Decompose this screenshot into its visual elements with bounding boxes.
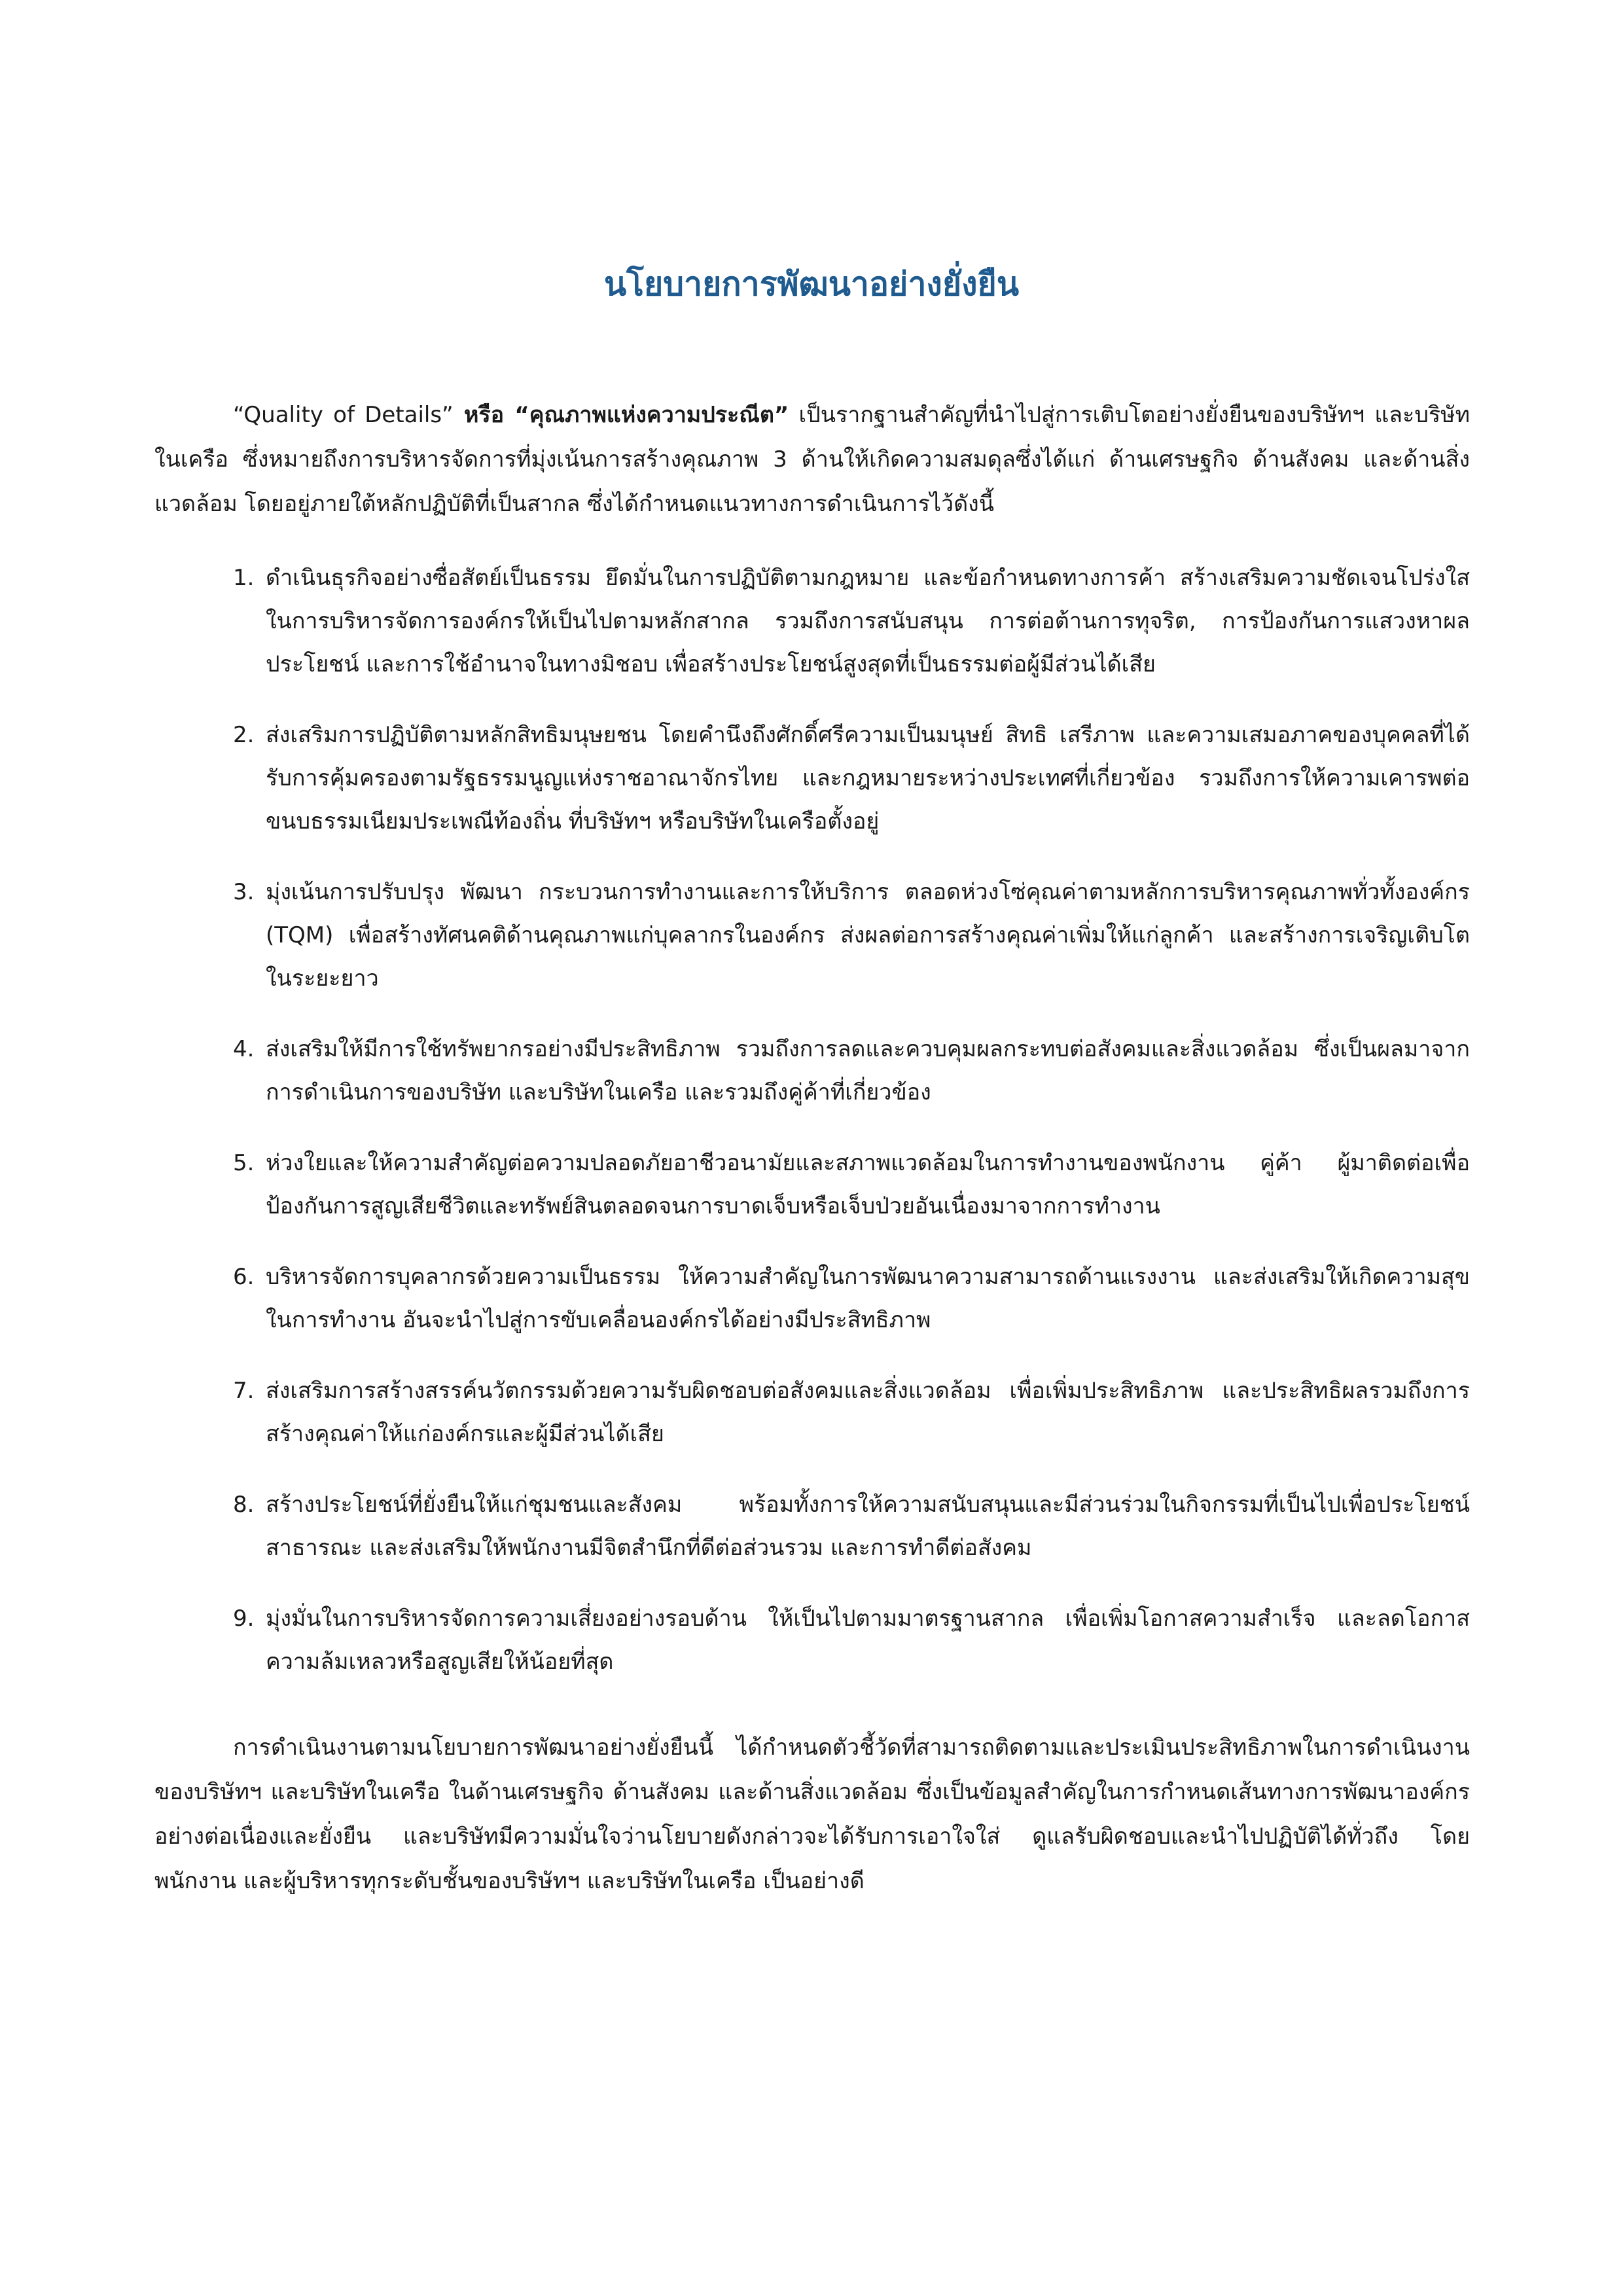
policy-number: 5. [233,1150,255,1176]
policy-number: 1. [233,565,255,591]
policy-item [233,556,1470,686]
intro-quote-th: “คุณภาพแห่งความประณีต” [514,402,789,428]
policy-item [233,870,1470,1000]
policy-item [233,1483,1470,1570]
policy-number: 2. [233,722,255,748]
policy-item [233,1255,1470,1342]
policy-text: ห่วงใยและให้ความสำคัญต่อความปลอดภัยอาชีวอนามัยและสภาพแวดล้อมในการทำงานของพนักงาน คู่ค้า ผู้มาติดต่อเพื่อป้องกันการสูญเสียชีวิตและทรัพย์สินตลอดจนการบาดเจ็บหรือเจ็บป่วยอันเนื่องมาจากการทำงาน [266,1150,1470,1219]
policy-text: มุ่งมั่นในการบริหารจัดการความเสี่ยงอย่างรอบด้าน ให้เป็นไปตามมาตรฐานสากล เพื่อเพิ่มโอกาสความสำเร็จ และลดโอกาสความล้มเหลวหรือสูญเสียให้น้อยที่สุด [266,1605,1470,1675]
policy-number: 7. [233,1378,255,1404]
closing-paragraph: การดำเนินงานตามนโยบายการพัฒนาอย่างยั่งยืนนี้ ได้กำหนดตัวชี้วัดที่สามารถติดตามและประเมินประสิทธิภาพในการดำเนินงานของบริษัทฯ และบริษัทในเครือ ในด้านเศรษฐกิจ ด้านสังคม และด้านสิ่งแวดล้อม ซึ่งเป็นข้อมูลสำคัญในการกำหนดเส้นทางการพัฒนาองค์กรอย่างต่อเนื่องและยั่งยืน และบริษัทมีความมั่นใจว่านโยบายดังกล่าวจะได้รับการเอาใจใส่ ดูแลรับผิดชอบและนำไปปฏิบัติได้ทั่วถึง โดยพนักงาน และผู้บริหารทุกระดับชั้นของบริษัทฯ และบริษัทในเครือ เป็นอย่างดี [154,1734,1470,1894]
policy-text: บริหารจัดการบุคลากรด้วยความเป็นธรรม ให้ความสำคัญในการพัฒนาความสามารถด้านแรงงาน และส่งเสริมให้เกิดความสุขในการทำงาน อันจะนำไปสู่การขับเคลื่อนองค์กรได้อย่างมีประสิทธิภาพ [266,1264,1470,1333]
policy-text: ดำเนินธุรกิจอย่างซื่อสัตย์เป็นธรรม ยึดมั่นในการปฏิบัติตามกฎหมาย และข้อกำหนดทางการค้า สร้างเสริมความชัดเจนโปร่งใสในการบริหารจัดการองค์กรให้เป็นไปตามหลักสากล รวมถึงการสนับสนุน การต่อต้านการทุจริต, การป้องกันการแสวงหาผลประโยชน์ และการใช้อำนาจในทางมิชอบ เพื่อสร้างประโยชน์สูงสุดที่เป็นธรรมต่อผู้มีส่วนได้เสีย [266,565,1470,677]
intro-text: เป็นรากฐานสำคัญที่นำไปสู่การเติบโตอย่างยั่งยืนของบริษัทฯ และบริษัทในเครือ ซึ่งหมายถึงการบริหารจัดการที่มุ่งเน้นการสร้างคุณภาพ 3 ด้านให้เกิดความสมดุลซึ่งได้แก่ ด้านเศรษฐกิจ ด้านสังคม และด้านสิ่งแวดล้อม โดยอยู่ภายใต้หลักปฏิบัติที่เป็นสากล ซึ่งได้กำหนดแนวทางการดำเนินการไว้ดังนี้ [154,402,1470,517]
document-title: นโยบายการพัฒนาอย่างยั่งยืน [603,264,1020,303]
intro-paragraph [154,393,1470,526]
policy-number: 4. [233,1036,255,1062]
intro-connector: หรือ [453,402,515,428]
policy-item [233,713,1470,843]
policy-item [233,1369,1470,1456]
policy-number: 9. [233,1605,255,1632]
policy-text: สร้างประโยชน์ที่ยั่งยืนให้แก่ชุมชนและสังคม พร้อมทั้งการให้ความสนับสนุนและมีส่วนร่วมในกิจกรรมที่เป็นไปเพื่อประโยชน์สาธารณะ และส่งเสริมให้พนักงานมีจิตสำนึกที่ดีต่อส่วนรวม และการทำดีต่อสังคม [266,1492,1470,1561]
policy-text: ส่งเสริมการสร้างสรรค์นวัตกรรมด้วยความรับผิดชอบต่อสังคมและสิ่งแวดล้อม เพื่อเพิ่มประสิทธิภาพ และประสิทธิผลรวมถึงการสร้างคุณค่าให้แก่องค์กรและผู้มีส่วนได้เสีย [266,1378,1470,1447]
intro-quote-en: “Quality of Details” [233,402,454,428]
policy-text: มุ่งเน้นการปรับปรุง พัฒนา กระบวนการทำงานและการให้บริการ ตลอดห่วงโซ่คุณค่าตามหลักการบริหารคุณภาพทั่วทั้งองค์กร (TQM) เพื่อสร้างทัศนคติด้านคุณภาพแก่บุคลากรในองค์กร ส่งผลต่อการสร้างคุณค่าเพิ่มให้แก่ลูกค้า และสร้างการเจริญเติบโตในระยะยาว [266,879,1470,992]
policy-list [233,556,1470,1711]
policy-text: ส่งเสริมการปฏิบัติตามหลักสิทธิมนุษยชน โดยคำนึงถึงศักดิ์ศรีความเป็นมนุษย์ สิทธิ เสรีภาพ และความเสมอภาคของบุคคลที่ได้รับการคุ้มครองตามรัฐธรรมนูญแห่งราชอาณาจักรไทย และกฎหมายระหว่างประเทศที่เกี่ยวข้อง รวมถึงการให้ความเคารพต่อขนบธรรมเนียมประเพณีท้องถิ่น ที่บริษัทฯ หรือบริษัทในเครือตั้งอยู่ [266,722,1470,834]
policy-number: 6. [233,1264,255,1290]
policy-item [233,1597,1470,1683]
policy-number: 8. [233,1492,255,1518]
policy-number: 3. [233,879,255,905]
policy-item [233,1141,1470,1228]
policy-item [233,1028,1470,1114]
policy-text: ส่งเสริมให้มีการใช้ทรัพยากรอย่างมีประสิทธิภาพ รวมถึงการลดและควบคุมผลกระทบต่อสังคมและสิ่งแวดล้อม ซึ่งเป็นผลมาจากการดำเนินการของบริษัท และบริษัทในเครือ และรวมถึงคู่ค้าที่เกี่ยวข้อง [266,1036,1470,1105]
